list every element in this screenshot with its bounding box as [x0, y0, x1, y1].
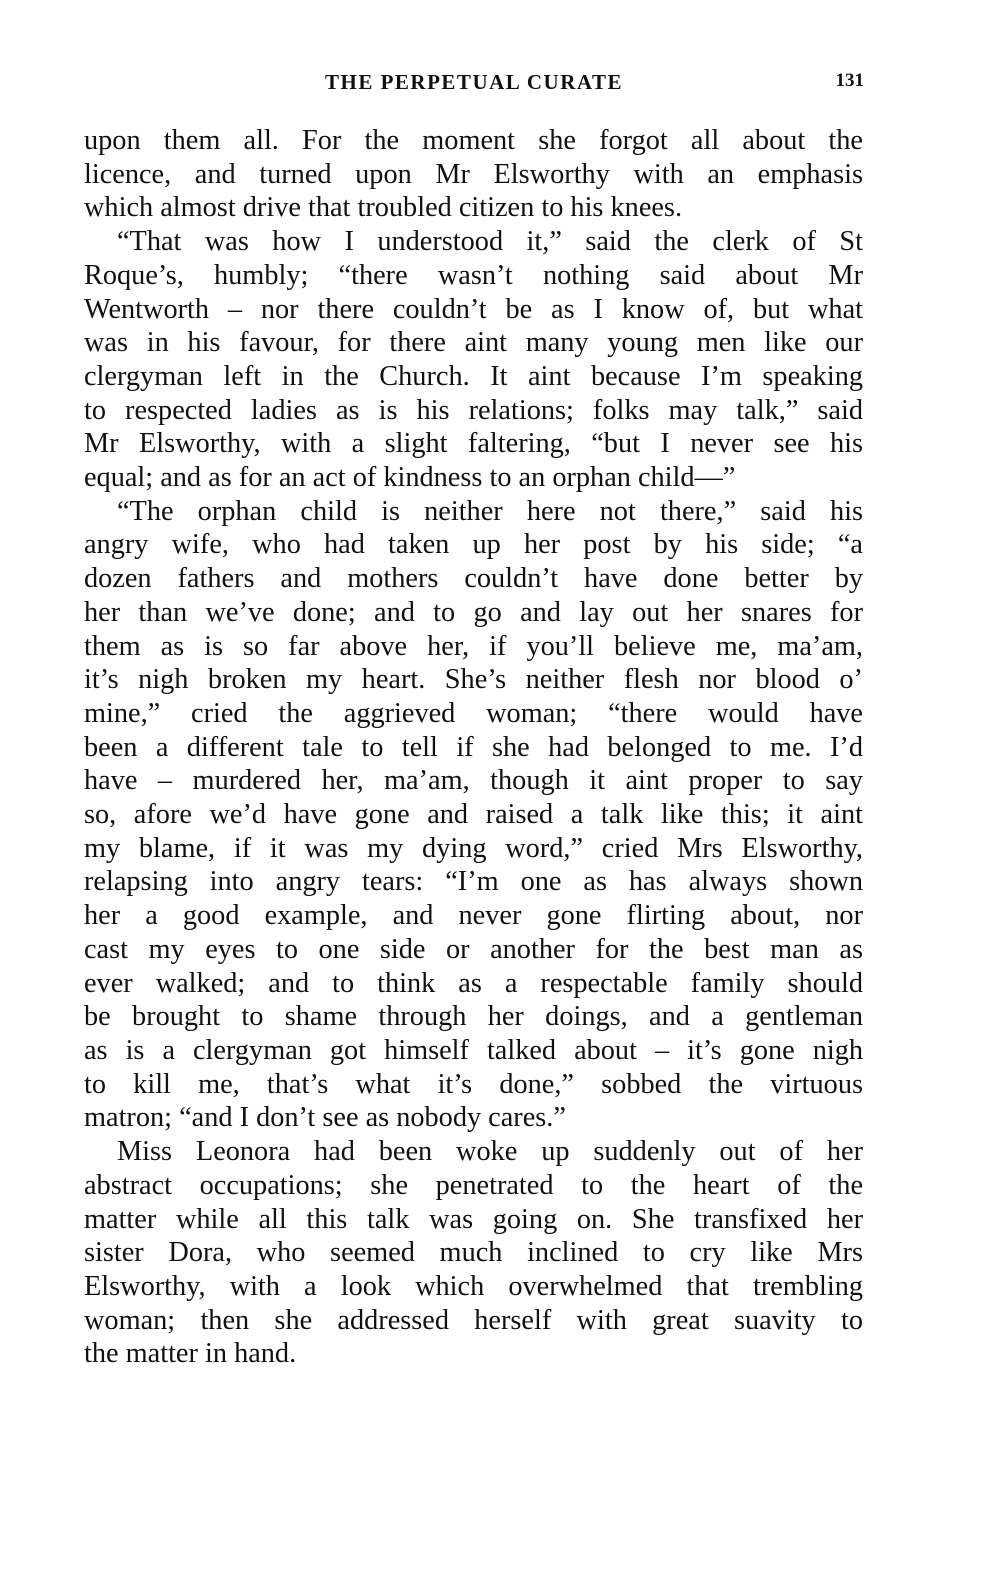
text-line: her a good example, and never gone flirting about, nor — [84, 900, 863, 932]
text-line: which almost drive that troubled citizen to his knees. — [84, 192, 683, 224]
text-line: sister Dora, who seemed much inclined to cry like Mrs — [84, 1237, 863, 1269]
text-line: to respected ladies as is his relations; folks may talk,” said — [84, 394, 863, 426]
running-title: THE PERPETUAL CURATE — [325, 70, 623, 94]
page-header — [84, 70, 864, 102]
text-line: as is a clergyman got himself talked about – it’s gone nigh — [84, 1034, 863, 1066]
text-line: relapsing into angry tears: “I’m one as has always shown — [84, 866, 863, 898]
text-line: “That was how I understood it,” said the clerk of St — [117, 226, 863, 258]
text-line: woman; then she addressed herself with great suavity to — [84, 1304, 863, 1336]
page-number: 131 — [835, 70, 864, 91]
text-line: equal; and as for an act of kindness to an orphan child—” — [84, 462, 736, 494]
text-line: Roque’s, humbly; “there wasn’t nothing said about Mr — [84, 259, 863, 291]
text-line: to kill me, that’s what it’s done,” sobbed the virtuous — [84, 1068, 863, 1100]
text-line: ever walked; and to think as a respectable family should — [84, 967, 863, 999]
text-line: her than we’ve done; and to go and lay out her snares for — [84, 596, 863, 628]
text-line: matron; “and I don’t see as nobody cares.” — [84, 1102, 566, 1134]
text-line: angry wife, who had taken up her post by his side; “a — [84, 529, 863, 561]
text-line: Elsworthy, with a look which overwhelmed that trembling — [84, 1270, 863, 1302]
text-line: Miss Leonora had been woke up suddenly out of her — [117, 1136, 863, 1168]
text-line: so, afore we’d have gone and raised a talk like this; it aint — [84, 799, 863, 831]
text-line: was in his favour, for there aint many young men like our — [84, 327, 863, 359]
text-line: licence, and turned upon Mr Elsworthy with an emphasis — [84, 158, 863, 190]
text-line: mine,” cried the aggrieved woman; “there would have — [84, 697, 863, 729]
text-line: Wentworth – nor there couldn’t be as I know of, but what — [84, 293, 863, 325]
text-line: the matter in hand. — [84, 1338, 297, 1370]
text-line: dozen fathers and mothers couldn’t have done better by — [84, 563, 863, 595]
text-line: Mr Elsworthy, with a slight faltering, “but I never see his — [84, 428, 863, 460]
text-line: cast my eyes to one side or another for the best man as — [84, 933, 863, 965]
text-line: clergyman left in the Church. It aint because I’m speaking — [84, 360, 863, 392]
text-line: them as is so far above her, if you’ll believe me, ma’am, — [84, 630, 863, 662]
body-text — [84, 124, 863, 1371]
text-line: abstract occupations; she penetrated to the heart of the — [84, 1169, 863, 1201]
text-line: have – murdered her, ma’am, though it aint proper to say — [84, 765, 863, 797]
text-line: it’s nigh broken my heart. She’s neither flesh nor blood o’ — [84, 664, 863, 696]
text-line: matter while all this talk was going on. She transfixed her — [84, 1203, 863, 1235]
text-line: “The orphan child is neither here not there,” said his — [117, 495, 863, 527]
text-line: been a different tale to tell if she had belonged to me. I’d — [84, 731, 863, 763]
text-line: my blame, if it was my dying word,” cried Mrs Elsworthy, — [84, 832, 863, 864]
text-line: upon them all. For the moment she forgot all about the — [84, 125, 863, 156]
text-line: be brought to shame through her doings, and a gentleman — [84, 1001, 863, 1033]
